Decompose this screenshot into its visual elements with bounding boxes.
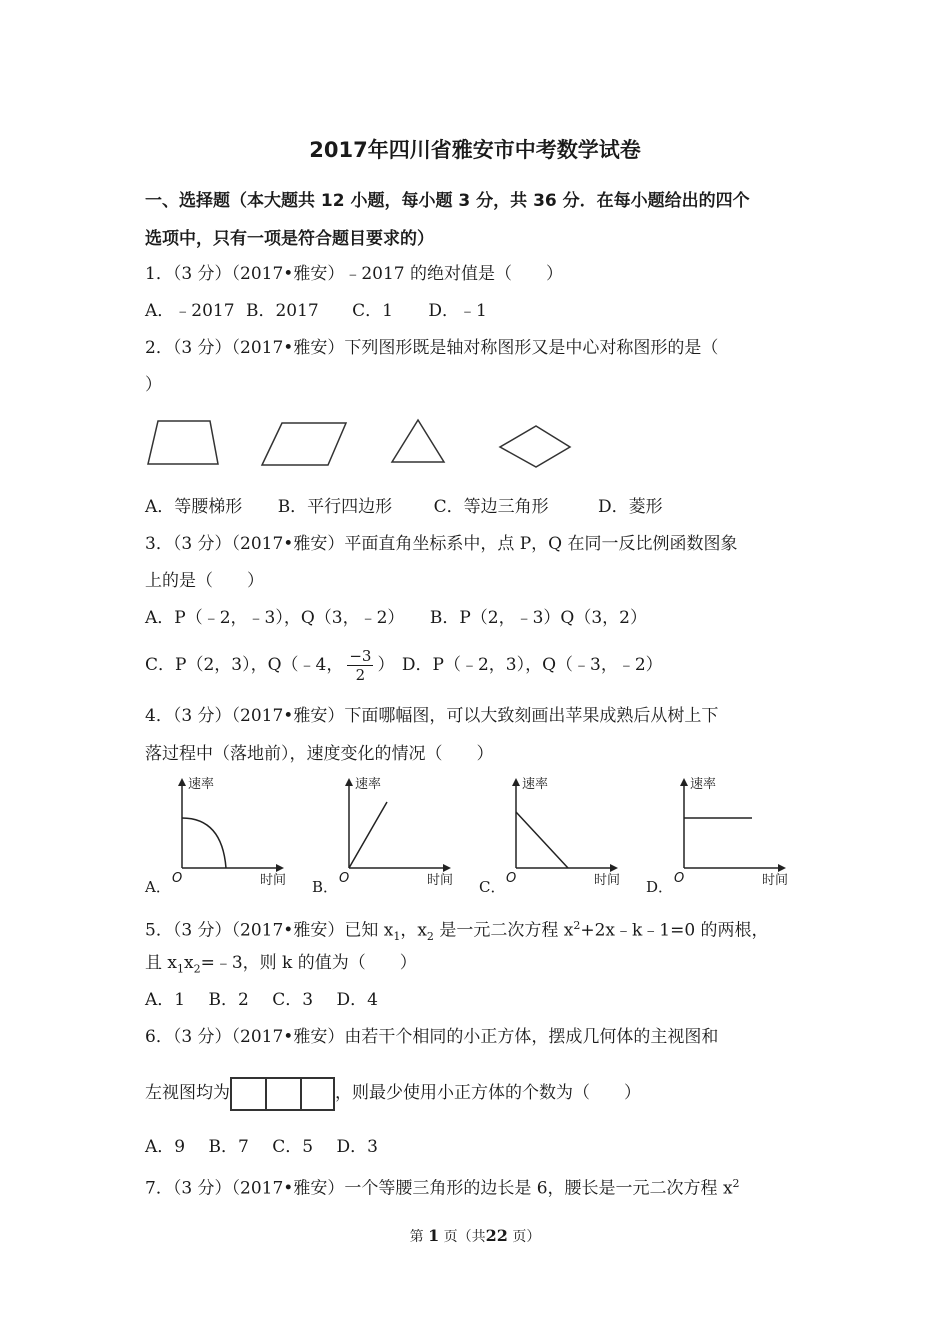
q2-shapes-figure [140, 410, 600, 480]
q4-graph-d [670, 772, 802, 892]
q5-text: ，x [400, 920, 427, 941]
question-2-line1: 2．（3 分）（2017•雅安）下列图形既是轴对称图形又是中心对称图形的是（ [145, 338, 719, 358]
section-heading-line2: 选项中，只有一项是符合题目要求的） [145, 229, 434, 249]
subscript: 1 [393, 930, 401, 944]
q3-option-c-text: C．P（2，3），Q（﹣4， [145, 655, 344, 675]
question-2-options [145, 496, 663, 518]
origin-label: O [506, 871, 517, 886]
q5-option-b: B．2 [208, 990, 249, 1010]
page-footer [0, 1226, 950, 1246]
total-pages: 22 [485, 1226, 508, 1245]
question-6-options [145, 1136, 378, 1158]
question-6-line2 [145, 1075, 641, 1111]
y-axis-label: 速率 [522, 777, 549, 792]
q4-option-a-label: A． [145, 878, 171, 896]
q6-text: ，则最少使用小正方体的个数为（ ） [335, 1083, 641, 1103]
y-axis-label: 速率 [690, 777, 717, 792]
q6-option-c: C．5 [272, 1137, 314, 1157]
origin-label: O [339, 871, 350, 886]
q4-graph-a [168, 772, 300, 892]
q4-graph-b [335, 772, 467, 892]
q4-option-d-label: D． [646, 878, 674, 896]
three-squares-view-figure [230, 1077, 335, 1111]
x-axis-label: 时间 [762, 873, 789, 888]
q3-option-c [145, 647, 395, 684]
y-axis-label: 速率 [188, 777, 215, 792]
q6-text: 左视图均为 [145, 1083, 230, 1103]
q3-option-b: B．P（2，﹣3）Q（3，2） [429, 608, 647, 628]
q5-option-a: A．1 [145, 990, 186, 1010]
q6-option-d: D．3 [336, 1137, 378, 1157]
question-3-options-ab [145, 607, 647, 629]
question-7-line1 [145, 1173, 740, 1200]
q4-option-b-label: B． [312, 878, 339, 896]
page-number: 1 [428, 1226, 440, 1245]
question-1: 1．（3 分）（2017•雅安）﹣2017 的绝对值是（ ） [145, 264, 563, 284]
q2-option-d: D．菱形 [598, 497, 663, 517]
superscript: 2 [732, 1177, 740, 1190]
superscript: 2 [573, 919, 581, 932]
question-5-options [145, 989, 378, 1011]
q6-option-a: A．9 [145, 1137, 186, 1157]
question-3-options-cd [145, 645, 663, 685]
q3-option-d: D．P（﹣2，3），Q（﹣3，﹣2） [401, 655, 663, 675]
fraction-denominator: 2 [355, 666, 366, 684]
origin-label: O [172, 871, 183, 886]
question-5-line2 [145, 952, 417, 980]
q6-option-b: B．7 [208, 1137, 249, 1157]
footer-text: 第 [409, 1229, 424, 1245]
q3-option-a: A．P（﹣2，﹣3），Q（3，﹣2） [145, 608, 405, 628]
question-3-line2: 上的是（ ） [145, 571, 264, 591]
question-4-line1: 4．（3 分）（2017•雅安）下面哪幅图，可以大致刻画出苹果成熟后从树上下 [145, 706, 719, 726]
q5-text: =﹣3，则 k 的值为（ ） [200, 953, 417, 973]
q5-option-d: D．4 [336, 990, 378, 1010]
page-title: 2017年四川省雅安市中考数学试卷 [309, 138, 641, 162]
q5-option-c: C．3 [272, 990, 314, 1010]
question-6-line1: 6．（3 分）（2017•雅安）由若干个相同的小正方体，摆成几何体的主视图和 [145, 1027, 719, 1047]
q5-text: x [184, 953, 194, 973]
q1-option-d: D．﹣1 [428, 301, 487, 321]
curve-line [182, 818, 226, 868]
y-axis-label: 速率 [355, 777, 382, 792]
question-3-line1: 3．（3 分）（2017•雅安）平面直角坐标系中，点 P，Q 在同一反比例函数图象 [145, 534, 738, 554]
fraction [347, 647, 373, 684]
q5-text: 是一元二次方程 x [433, 920, 574, 941]
rhombus-shape [500, 426, 570, 467]
increasing-line [349, 802, 387, 868]
q3-option-c-close: ） [377, 655, 395, 675]
isosceles-trapezoid-shape [148, 421, 218, 464]
subscript: 1 [177, 962, 184, 976]
q2-option-b: B．平行四边形 [277, 497, 393, 517]
q4-option-c-label: C． [479, 878, 506, 896]
equilateral-triangle-shape [392, 420, 444, 462]
q2-option-a: A．等腰梯形 [145, 497, 243, 517]
q4-graph-c [502, 772, 634, 892]
q5-text: +2x﹣k﹣1=0 的两根， [580, 920, 769, 941]
x-axis-label: 时间 [427, 873, 454, 888]
subscript: 2 [426, 930, 434, 944]
footer-text: 页（共 [443, 1229, 486, 1245]
q5-text: 且 x [145, 953, 177, 973]
origin-label: O [674, 871, 685, 886]
subscript: 2 [193, 962, 201, 976]
parallelogram-shape [262, 423, 346, 465]
question-2-line2: ） [145, 375, 162, 395]
q5-text: 5．（3 分）（2017•雅安）已知 x [145, 920, 394, 941]
q2-option-c: C．等边三角形 [433, 497, 549, 517]
q1-option-c: C．1 [352, 301, 393, 321]
question-5-line1 [145, 915, 769, 948]
question-1-options [145, 300, 487, 322]
fraction-numerator: −3 [349, 647, 372, 665]
x-axis-label: 时间 [594, 873, 621, 888]
x-axis-label: 时间 [260, 873, 287, 888]
section-heading-line1: 一、选择题（本大题共 12 小题，每小题 3 分，共 36 分．在每小题给出的四个 [145, 191, 750, 211]
q7-text: 7．（3 分）（2017•雅安）一个等腰三角形的边长是 6，腰长是一元二次方程 x [145, 1178, 733, 1199]
question-4-line2: 落过程中（落地前），速度变化的情况（ ） [145, 744, 494, 764]
q1-option-a: A．﹣2017 [145, 301, 235, 321]
q1-option-b: B．2017 [245, 301, 319, 321]
footer-text: 页） [512, 1229, 541, 1245]
decreasing-line [516, 812, 568, 868]
